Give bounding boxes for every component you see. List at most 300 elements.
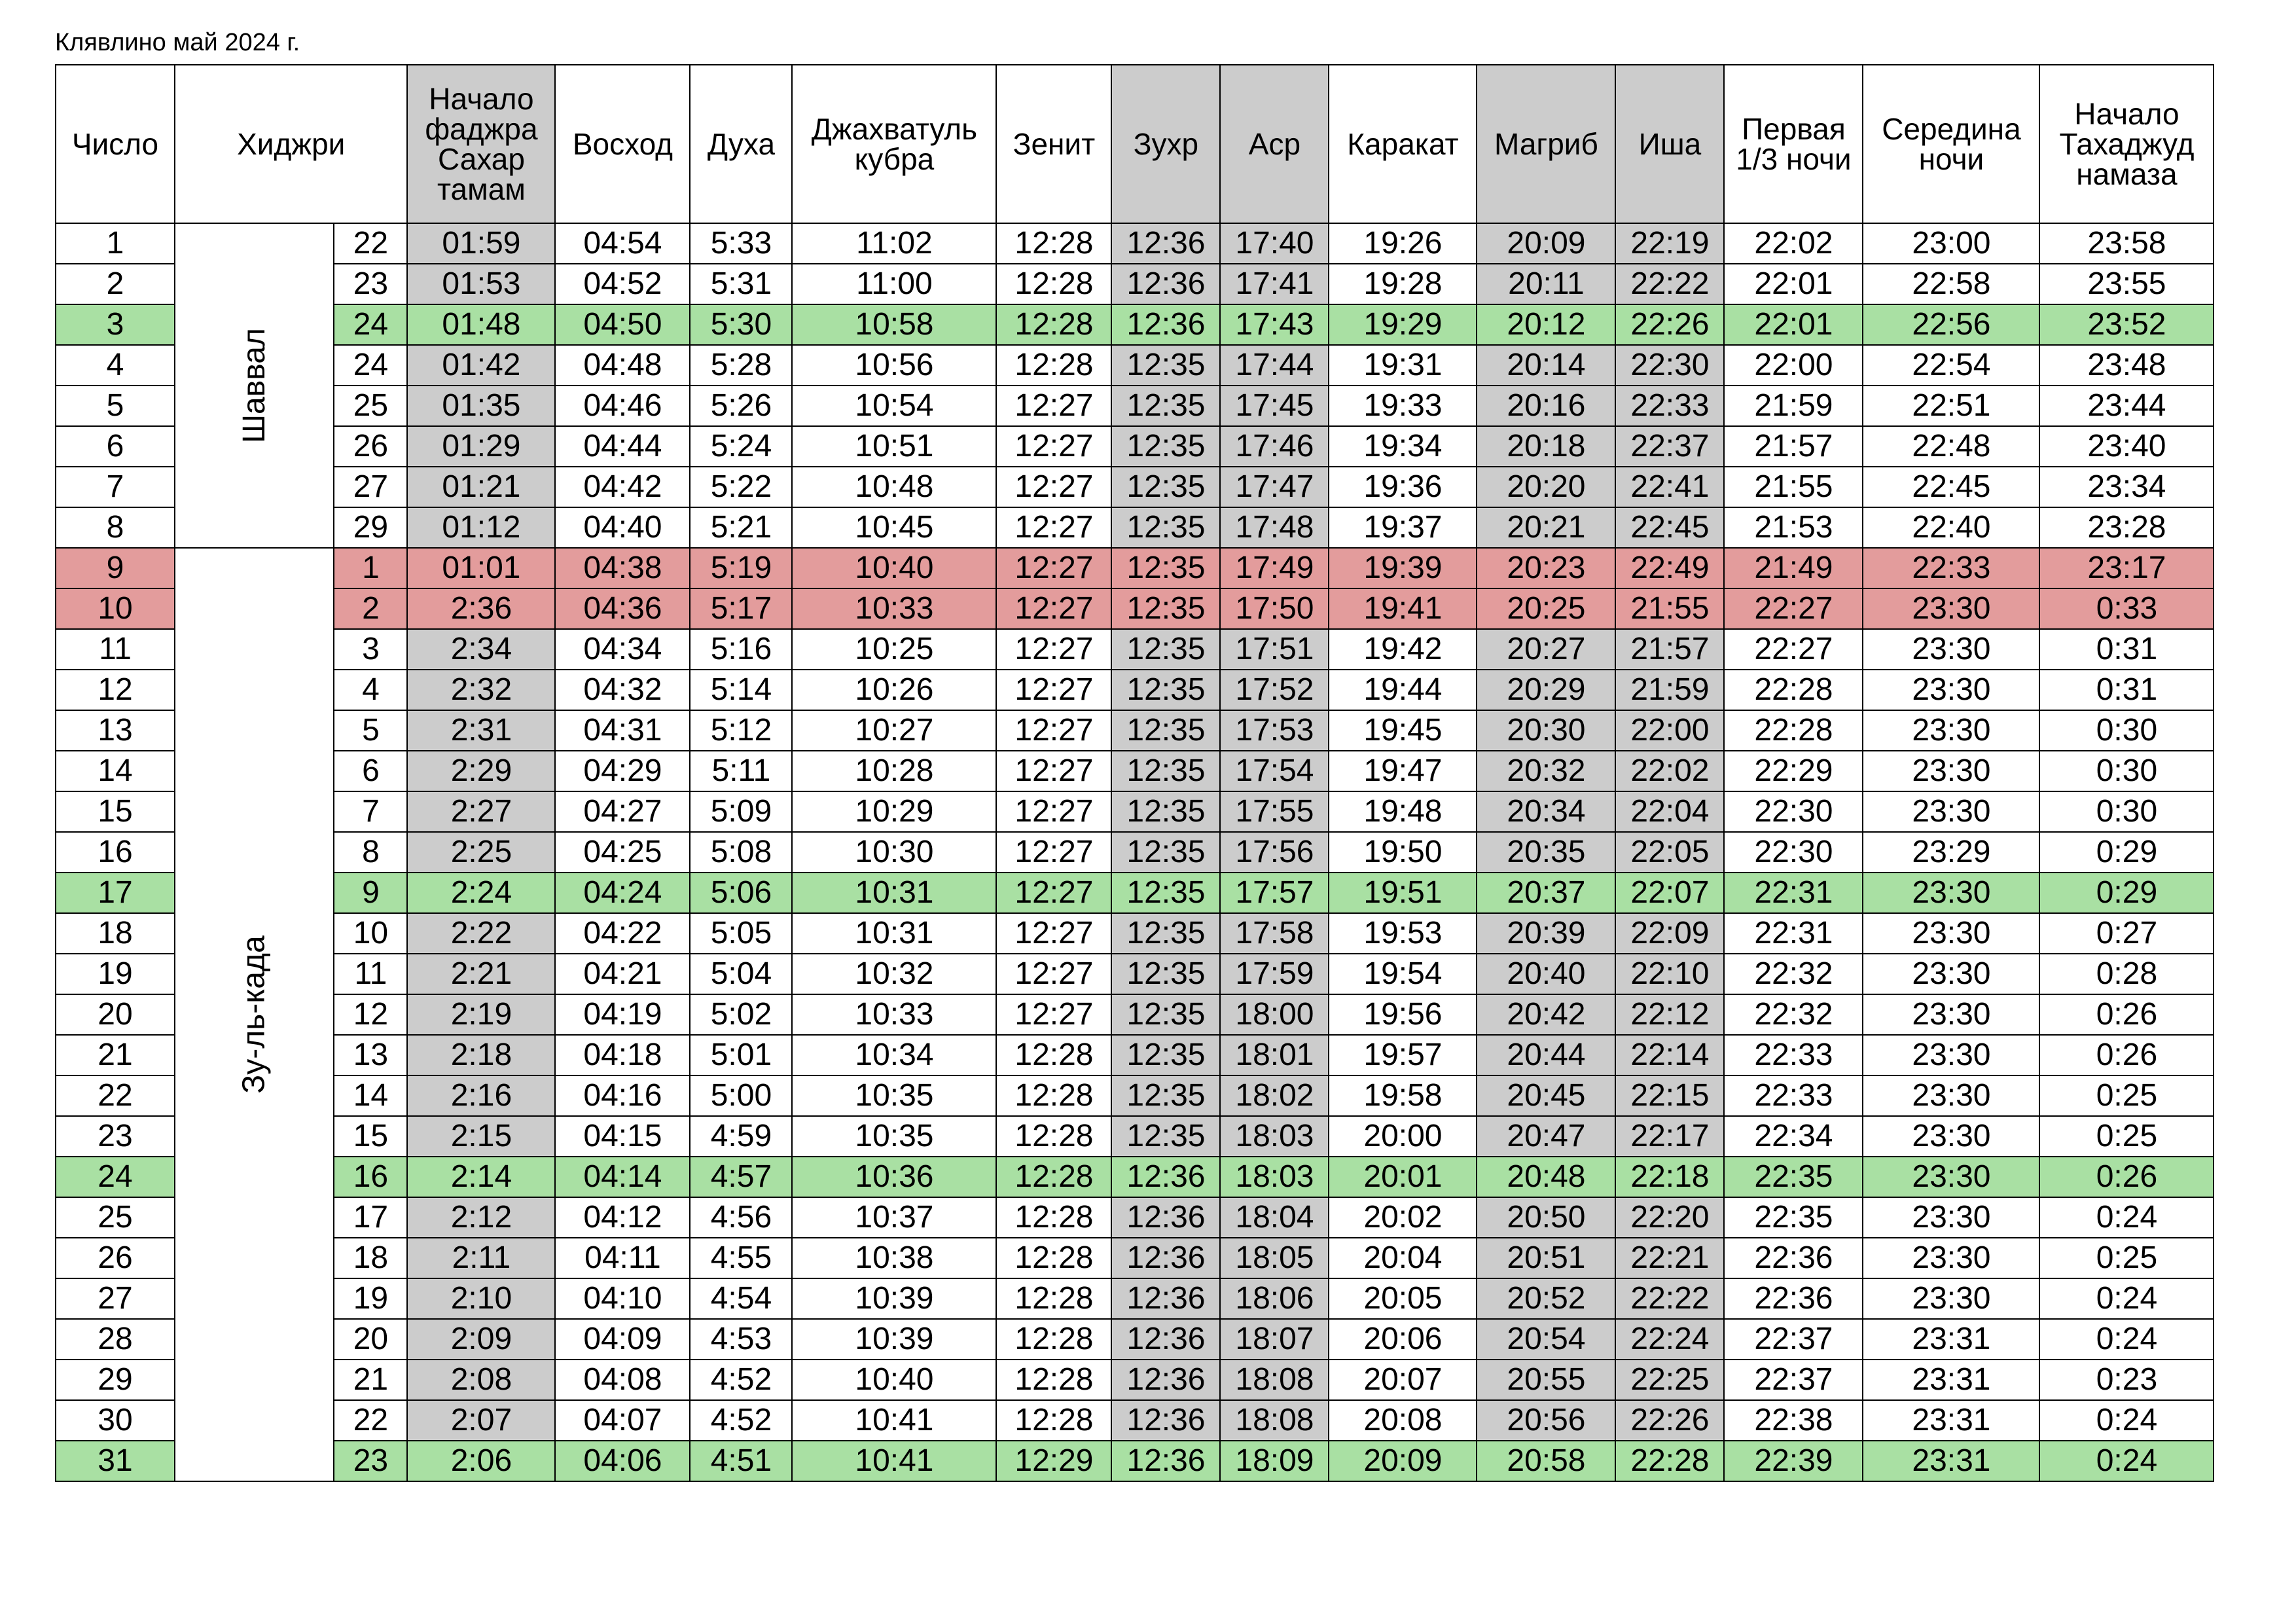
cell-midnight: 23:31 [1863, 1360, 2039, 1400]
cell-tahajjud: 0:29 [2039, 873, 2214, 913]
cell-tahajjud: 0:24 [2039, 1400, 2214, 1441]
cell-day: 4 [56, 345, 175, 386]
cell-karakat: 19:34 [1329, 426, 1477, 467]
cell-fajr: 01:48 [407, 304, 555, 345]
cell-first-third: 22:37 [1724, 1360, 1863, 1400]
cell-maghrib: 20:52 [1477, 1278, 1615, 1319]
cell-first-third: 22:35 [1724, 1157, 1863, 1197]
cell-duha: 4:56 [690, 1197, 792, 1238]
table-row [56, 507, 2214, 548]
cell-zenith: 12:27 [996, 670, 1111, 710]
cell-duha: 5:28 [690, 345, 792, 386]
cell-day: 26 [56, 1238, 175, 1278]
cell-duha: 5:11 [690, 751, 792, 791]
cell-zenith: 12:27 [996, 954, 1111, 994]
cell-zuhr: 12:35 [1111, 954, 1220, 994]
cell-zenith: 12:29 [996, 1441, 1111, 1481]
cell-asr: 18:03 [1220, 1157, 1329, 1197]
cell-sunrise: 04:11 [555, 1238, 690, 1278]
timetable-body [56, 223, 2214, 1481]
cell-zenith: 12:27 [996, 791, 1111, 832]
cell-midnight: 22:45 [1863, 467, 2039, 507]
cell-asr: 18:08 [1220, 1400, 1329, 1441]
table-row [56, 670, 2214, 710]
cell-zenith: 12:28 [996, 264, 1111, 304]
cell-duha: 5:01 [690, 1035, 792, 1075]
cell-tahajjud: 0:24 [2039, 1197, 2214, 1238]
cell-fajr: 2:15 [407, 1116, 555, 1157]
cell-jahvatul-kubra: 10:51 [792, 426, 996, 467]
cell-isha: 22:22 [1615, 1278, 1724, 1319]
cell-zuhr: 12:36 [1111, 1360, 1220, 1400]
cell-karakat: 19:57 [1329, 1035, 1477, 1075]
cell-zenith: 12:28 [996, 304, 1111, 345]
cell-jahvatul-kubra: 10:40 [792, 1360, 996, 1400]
cell-asr: 18:04 [1220, 1197, 1329, 1238]
page-caption: Клявлино май 2024 г. [55, 29, 300, 56]
cell-tahajjud: 0:25 [2039, 1238, 2214, 1278]
cell-maghrib: 20:34 [1477, 791, 1615, 832]
cell-isha: 22:20 [1615, 1197, 1724, 1238]
cell-karakat: 20:09 [1329, 1441, 1477, 1481]
cell-duha: 5:09 [690, 791, 792, 832]
cell-day: 29 [56, 1360, 175, 1400]
cell-zuhr: 12:35 [1111, 832, 1220, 873]
cell-isha: 22:05 [1615, 832, 1724, 873]
cell-maghrib: 20:29 [1477, 670, 1615, 710]
cell-first-third: 22:39 [1724, 1441, 1863, 1481]
cell-sunrise: 04:21 [555, 954, 690, 994]
cell-day: 13 [56, 710, 175, 751]
header-row [56, 65, 2214, 223]
cell-maghrib: 20:40 [1477, 954, 1615, 994]
cell-zuhr: 12:35 [1111, 1116, 1220, 1157]
cell-karakat: 20:07 [1329, 1360, 1477, 1400]
cell-hijri-day: 8 [334, 832, 407, 873]
cell-maghrib: 20:58 [1477, 1441, 1615, 1481]
cell-isha: 22:41 [1615, 467, 1724, 507]
cell-sunrise: 04:08 [555, 1360, 690, 1400]
cell-sunrise: 04:48 [555, 345, 690, 386]
cell-isha: 22:12 [1615, 994, 1724, 1035]
table-row [56, 1116, 2214, 1157]
cell-zenith: 12:28 [996, 1319, 1111, 1360]
cell-isha: 22:28 [1615, 1441, 1724, 1481]
cell-jahvatul-kubra: 10:54 [792, 386, 996, 426]
cell-duha: 4:55 [690, 1238, 792, 1278]
cell-isha: 22:18 [1615, 1157, 1724, 1197]
cell-zenith: 12:28 [996, 1360, 1111, 1400]
cell-zuhr: 12:36 [1111, 1441, 1220, 1481]
cell-zuhr: 12:35 [1111, 710, 1220, 751]
cell-first-third: 22:32 [1724, 954, 1863, 994]
cell-jahvatul-kubra: 10:31 [792, 873, 996, 913]
cell-karakat: 20:05 [1329, 1278, 1477, 1319]
cell-first-third: 22:01 [1724, 264, 1863, 304]
cell-midnight: 23:30 [1863, 1278, 2039, 1319]
header-cell-karakat: Каракат [1329, 65, 1477, 223]
cell-hijri-day: 23 [334, 264, 407, 304]
cell-fajr: 01:59 [407, 223, 555, 264]
cell-day: 12 [56, 670, 175, 710]
table-row [56, 1360, 2214, 1400]
cell-maghrib: 20:23 [1477, 548, 1615, 588]
cell-duha: 4:57 [690, 1157, 792, 1197]
cell-hijri-day: 2 [334, 588, 407, 629]
cell-karakat: 19:44 [1329, 670, 1477, 710]
cell-day: 1 [56, 223, 175, 264]
cell-jahvatul-kubra: 11:00 [792, 264, 996, 304]
cell-duha: 5:04 [690, 954, 792, 994]
cell-tahajjud: 23:48 [2039, 345, 2214, 386]
cell-karakat: 20:00 [1329, 1116, 1477, 1157]
cell-karakat: 19:39 [1329, 548, 1477, 588]
cell-zenith: 12:27 [996, 588, 1111, 629]
cell-fajr: 01:21 [407, 467, 555, 507]
cell-asr: 17:49 [1220, 548, 1329, 588]
cell-karakat: 19:31 [1329, 345, 1477, 386]
cell-tahajjud: 0:26 [2039, 994, 2214, 1035]
table-row [56, 1278, 2214, 1319]
cell-tahajjud: 23:17 [2039, 548, 2214, 588]
cell-fajr: 2:22 [407, 913, 555, 954]
header-cell-duha: Духа [690, 65, 792, 223]
cell-duha: 5:30 [690, 304, 792, 345]
cell-duha: 4:59 [690, 1116, 792, 1157]
cell-sunrise: 04:29 [555, 751, 690, 791]
cell-maghrib: 20:39 [1477, 913, 1615, 954]
cell-midnight: 23:30 [1863, 954, 2039, 994]
cell-hijri-day: 7 [334, 791, 407, 832]
header-cell-maghrib: Магриб [1477, 65, 1615, 223]
cell-zenith: 12:28 [996, 1197, 1111, 1238]
cell-maghrib: 20:12 [1477, 304, 1615, 345]
cell-midnight: 23:30 [1863, 994, 2039, 1035]
cell-duha: 5:31 [690, 264, 792, 304]
table-row [56, 751, 2214, 791]
table-row [56, 588, 2214, 629]
cell-hijri-day: 14 [334, 1075, 407, 1116]
cell-sunrise: 04:16 [555, 1075, 690, 1116]
cell-zuhr: 12:35 [1111, 588, 1220, 629]
cell-fajr: 01:01 [407, 548, 555, 588]
cell-midnight: 23:30 [1863, 873, 2039, 913]
cell-zuhr: 12:36 [1111, 1319, 1220, 1360]
cell-midnight: 23:30 [1863, 670, 2039, 710]
table-row [56, 994, 2214, 1035]
cell-zuhr: 12:35 [1111, 791, 1220, 832]
cell-maghrib: 20:18 [1477, 426, 1615, 467]
cell-day: 3 [56, 304, 175, 345]
cell-jahvatul-kubra: 10:48 [792, 467, 996, 507]
table-row [56, 913, 2214, 954]
cell-fajr: 2:34 [407, 629, 555, 670]
cell-day: 19 [56, 954, 175, 994]
cell-maghrib: 20:56 [1477, 1400, 1615, 1441]
cell-duha: 5:16 [690, 629, 792, 670]
cell-sunrise: 04:07 [555, 1400, 690, 1441]
cell-day: 18 [56, 913, 175, 954]
cell-midnight: 23:30 [1863, 1116, 2039, 1157]
cell-isha: 22:24 [1615, 1319, 1724, 1360]
cell-first-third: 22:31 [1724, 873, 1863, 913]
cell-zuhr: 12:35 [1111, 548, 1220, 588]
cell-maghrib: 20:47 [1477, 1116, 1615, 1157]
cell-fajr: 2:32 [407, 670, 555, 710]
cell-isha: 21:57 [1615, 629, 1724, 670]
cell-zuhr: 12:35 [1111, 913, 1220, 954]
cell-tahajjud: 23:55 [2039, 264, 2214, 304]
cell-sunrise: 04:12 [555, 1197, 690, 1238]
cell-hijri-day: 24 [334, 304, 407, 345]
table-row [56, 223, 2214, 264]
table-row [56, 791, 2214, 832]
table-row [56, 467, 2214, 507]
cell-asr: 17:45 [1220, 386, 1329, 426]
cell-asr: 17:56 [1220, 832, 1329, 873]
cell-fajr: 2:24 [407, 873, 555, 913]
table-row [56, 1238, 2214, 1278]
cell-zenith: 12:27 [996, 548, 1111, 588]
cell-tahajjud: 23:52 [2039, 304, 2214, 345]
cell-tahajjud: 23:44 [2039, 386, 2214, 426]
cell-fajr: 01:12 [407, 507, 555, 548]
cell-zenith: 12:27 [996, 710, 1111, 751]
cell-jahvatul-kubra: 10:33 [792, 994, 996, 1035]
cell-zuhr: 12:35 [1111, 670, 1220, 710]
cell-isha: 21:55 [1615, 588, 1724, 629]
table-row [56, 873, 2214, 913]
cell-asr: 18:09 [1220, 1441, 1329, 1481]
cell-tahajjud: 0:25 [2039, 1075, 2214, 1116]
cell-zuhr: 12:35 [1111, 751, 1220, 791]
cell-tahajjud: 0:24 [2039, 1278, 2214, 1319]
cell-fajr: 2:27 [407, 791, 555, 832]
cell-maghrib: 20:55 [1477, 1360, 1615, 1400]
table-row [56, 426, 2214, 467]
cell-hijri-day: 18 [334, 1238, 407, 1278]
cell-fajr: 2:25 [407, 832, 555, 873]
cell-maghrib: 20:54 [1477, 1319, 1615, 1360]
cell-zenith: 12:27 [996, 751, 1111, 791]
cell-asr: 17:43 [1220, 304, 1329, 345]
cell-first-third: 21:55 [1724, 467, 1863, 507]
cell-first-third: 22:31 [1724, 913, 1863, 954]
cell-asr: 17:41 [1220, 264, 1329, 304]
cell-fajr: 2:09 [407, 1319, 555, 1360]
cell-fajr: 2:10 [407, 1278, 555, 1319]
cell-first-third: 22:36 [1724, 1238, 1863, 1278]
cell-jahvatul-kubra: 10:38 [792, 1238, 996, 1278]
cell-midnight: 23:30 [1863, 1238, 2039, 1278]
cell-isha: 22:04 [1615, 791, 1724, 832]
cell-jahvatul-kubra: 10:31 [792, 913, 996, 954]
cell-fajr: 2:29 [407, 751, 555, 791]
cell-hijri-day: 1 [334, 548, 407, 588]
cell-asr: 17:54 [1220, 751, 1329, 791]
cell-karakat: 19:54 [1329, 954, 1477, 994]
cell-tahajjud: 0:31 [2039, 670, 2214, 710]
cell-karakat: 20:01 [1329, 1157, 1477, 1197]
cell-sunrise: 04:50 [555, 304, 690, 345]
cell-sunrise: 04:42 [555, 467, 690, 507]
cell-sunrise: 04:36 [555, 588, 690, 629]
cell-duha: 5:14 [690, 670, 792, 710]
cell-maghrib: 20:44 [1477, 1035, 1615, 1075]
cell-zenith: 12:28 [996, 1400, 1111, 1441]
cell-tahajjud: 0:25 [2039, 1116, 2214, 1157]
cell-duha: 5:06 [690, 873, 792, 913]
cell-tahajjud: 0:28 [2039, 954, 2214, 994]
cell-karakat: 19:58 [1329, 1075, 1477, 1116]
cell-jahvatul-kubra: 10:41 [792, 1400, 996, 1441]
cell-isha: 22:14 [1615, 1035, 1724, 1075]
cell-hijri-day: 23 [334, 1441, 407, 1481]
cell-day: 31 [56, 1441, 175, 1481]
cell-hijri-day: 24 [334, 345, 407, 386]
cell-sunrise: 04:15 [555, 1116, 690, 1157]
cell-hijri-day: 22 [334, 223, 407, 264]
cell-fajr: 01:53 [407, 264, 555, 304]
cell-jahvatul-kubra: 10:34 [792, 1035, 996, 1075]
cell-fajr: 2:11 [407, 1238, 555, 1278]
cell-karakat: 19:53 [1329, 913, 1477, 954]
cell-day: 25 [56, 1197, 175, 1238]
month-label: Зу-ль-када [236, 935, 272, 1094]
cell-hijri-day: 27 [334, 467, 407, 507]
cell-day: 15 [56, 791, 175, 832]
table-row [56, 345, 2214, 386]
cell-isha: 22:37 [1615, 426, 1724, 467]
cell-maghrib: 20:48 [1477, 1157, 1615, 1197]
cell-sunrise: 04:44 [555, 426, 690, 467]
cell-first-third: 21:59 [1724, 386, 1863, 426]
cell-jahvatul-kubra: 10:33 [792, 588, 996, 629]
cell-sunrise: 04:54 [555, 223, 690, 264]
cell-jahvatul-kubra: 10:35 [792, 1075, 996, 1116]
cell-hijri-day: 25 [334, 386, 407, 426]
cell-zenith: 12:28 [996, 345, 1111, 386]
header-cell-asr: Аср [1220, 65, 1329, 223]
cell-tahajjud: 0:24 [2039, 1441, 2214, 1481]
cell-duha: 5:08 [690, 832, 792, 873]
cell-sunrise: 04:31 [555, 710, 690, 751]
cell-isha: 22:10 [1615, 954, 1724, 994]
cell-first-third: 22:01 [1724, 304, 1863, 345]
cell-isha: 22:02 [1615, 751, 1724, 791]
cell-sunrise: 04:10 [555, 1278, 690, 1319]
header-cell-tahajjud: Начало Тахаджуд намаза [2039, 65, 2214, 223]
cell-zenith: 12:27 [996, 873, 1111, 913]
cell-jahvatul-kubra: 10:35 [792, 1116, 996, 1157]
cell-fajr: 2:14 [407, 1157, 555, 1197]
cell-karakat: 19:36 [1329, 467, 1477, 507]
table-row [56, 832, 2214, 873]
cell-jahvatul-kubra: 10:27 [792, 710, 996, 751]
cell-tahajjud: 0:30 [2039, 751, 2214, 791]
cell-hijri-day: 4 [334, 670, 407, 710]
cell-hijri-day: 12 [334, 994, 407, 1035]
cell-maghrib: 20:37 [1477, 873, 1615, 913]
cell-first-third: 22:33 [1724, 1035, 1863, 1075]
cell-asr: 17:44 [1220, 345, 1329, 386]
cell-tahajjud: 0:33 [2039, 588, 2214, 629]
cell-zuhr: 12:35 [1111, 873, 1220, 913]
cell-zuhr: 12:36 [1111, 223, 1220, 264]
cell-fajr: 2:16 [407, 1075, 555, 1116]
cell-sunrise: 04:40 [555, 507, 690, 548]
cell-tahajjud: 23:28 [2039, 507, 2214, 548]
cell-karakat: 19:45 [1329, 710, 1477, 751]
cell-midnight: 23:30 [1863, 1035, 2039, 1075]
cell-maghrib: 20:16 [1477, 386, 1615, 426]
cell-jahvatul-kubra: 10:40 [792, 548, 996, 588]
month-label: Шаввал [236, 328, 272, 443]
cell-asr: 18:00 [1220, 994, 1329, 1035]
cell-zuhr: 12:36 [1111, 1278, 1220, 1319]
table-row [56, 629, 2214, 670]
cell-asr: 17:48 [1220, 507, 1329, 548]
cell-zenith: 12:28 [996, 1278, 1111, 1319]
table-row [56, 1035, 2214, 1075]
cell-zuhr: 12:36 [1111, 1238, 1220, 1278]
cell-fajr: 2:06 [407, 1441, 555, 1481]
cell-zuhr: 12:35 [1111, 507, 1220, 548]
header-cell-fajr: Начало фаджра Сахар тамам [407, 65, 555, 223]
cell-zenith: 12:28 [996, 1157, 1111, 1197]
cell-karakat: 19:29 [1329, 304, 1477, 345]
table-row [56, 264, 2214, 304]
cell-karakat: 19:48 [1329, 791, 1477, 832]
cell-tahajjud: 0:30 [2039, 710, 2214, 751]
cell-hijri-day: 13 [334, 1035, 407, 1075]
cell-day: 30 [56, 1400, 175, 1441]
cell-karakat: 20:06 [1329, 1319, 1477, 1360]
table-row [56, 1197, 2214, 1238]
table-row [56, 304, 2214, 345]
cell-maghrib: 20:14 [1477, 345, 1615, 386]
cell-asr: 18:08 [1220, 1360, 1329, 1400]
cell-duha: 4:52 [690, 1360, 792, 1400]
cell-day: 11 [56, 629, 175, 670]
cell-jahvatul-kubra: 10:41 [792, 1441, 996, 1481]
cell-maghrib: 20:25 [1477, 588, 1615, 629]
cell-zenith: 12:27 [996, 994, 1111, 1035]
cell-zenith: 12:28 [996, 1035, 1111, 1075]
cell-first-third: 22:27 [1724, 588, 1863, 629]
table-row [56, 548, 2214, 588]
cell-jahvatul-kubra: 10:58 [792, 304, 996, 345]
cell-karakat: 19:56 [1329, 994, 1477, 1035]
cell-midnight: 23:30 [1863, 1157, 2039, 1197]
cell-hijri-day: 6 [334, 751, 407, 791]
cell-midnight: 22:54 [1863, 345, 2039, 386]
cell-karakat: 19:50 [1329, 832, 1477, 873]
cell-zuhr: 12:35 [1111, 386, 1220, 426]
cell-zenith: 12:27 [996, 507, 1111, 548]
cell-midnight: 22:40 [1863, 507, 2039, 548]
cell-first-third: 22:29 [1724, 751, 1863, 791]
cell-first-third: 22:36 [1724, 1278, 1863, 1319]
cell-jahvatul-kubra: 10:26 [792, 670, 996, 710]
cell-midnight: 23:31 [1863, 1400, 2039, 1441]
cell-zuhr: 12:36 [1111, 1157, 1220, 1197]
cell-day: 14 [56, 751, 175, 791]
cell-jahvatul-kubra: 10:39 [792, 1319, 996, 1360]
cell-sunrise: 04:27 [555, 791, 690, 832]
cell-duha: 4:54 [690, 1278, 792, 1319]
cell-fajr: 2:36 [407, 588, 555, 629]
